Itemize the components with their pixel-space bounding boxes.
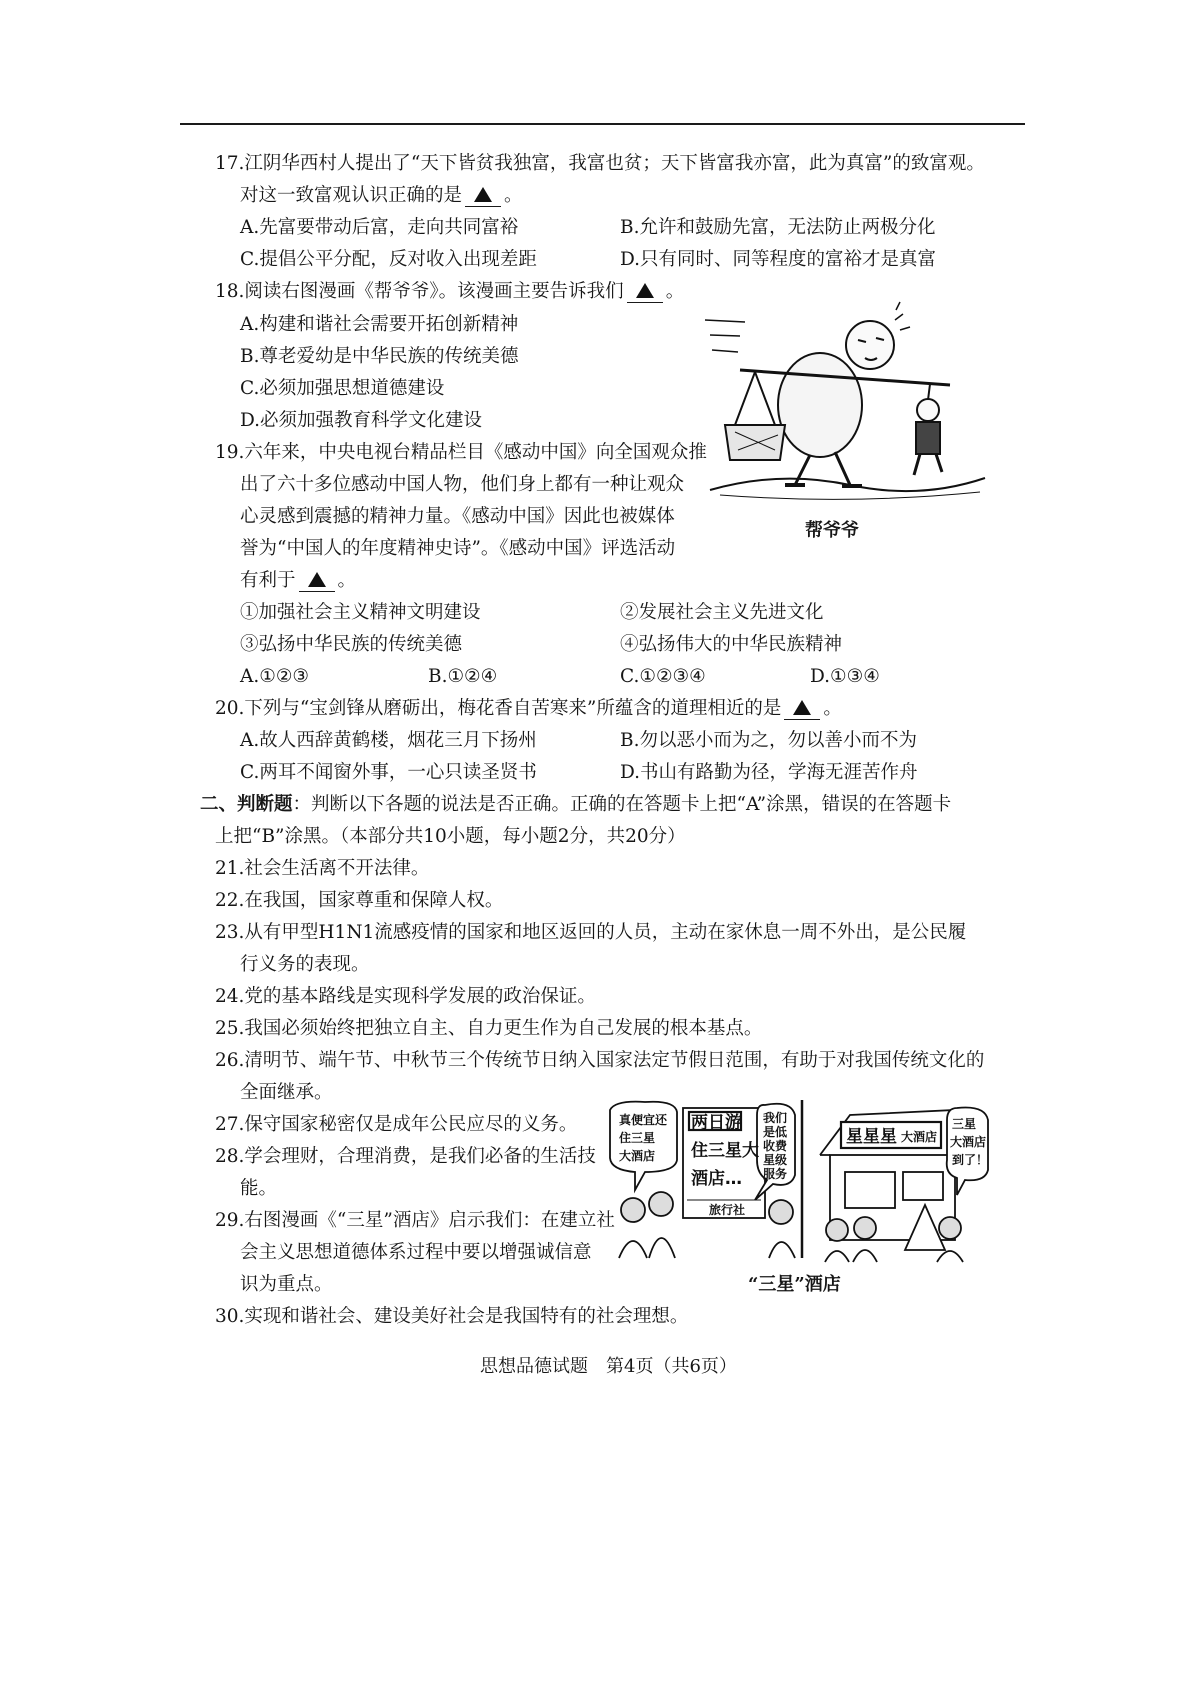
- q23-line2: 行义务的表现。: [240, 954, 370, 975]
- cartoon-text-12: 星星星: [846, 1127, 897, 1147]
- cartoon-text-11: 服务: [763, 1167, 788, 1181]
- q27: 27.保守国家秘密仅是成年公民应尽的义务。: [215, 1114, 578, 1135]
- q30: 30.实现和谐社会、建设美好社会是我国特有的社会理想。: [215, 1306, 689, 1327]
- left-basket: [725, 425, 785, 460]
- figure2-caption: “三星”酒店: [748, 1274, 841, 1295]
- q17-option-a: A.先富要带动后富，走向共同富裕: [240, 217, 519, 238]
- q29-line2: 会主义思想道德体系过程中要以增强诚信意: [240, 1242, 592, 1263]
- section2-heading: 二、判断题: [200, 794, 293, 815]
- q18-option-a: A.构建和谐社会需要开拓创新精神: [240, 314, 519, 335]
- q19-option-a: A.①②③: [240, 666, 309, 687]
- q28-line1: 28.学会理财，合理消费，是我们必备的生活技: [215, 1146, 596, 1167]
- q19-stem-line5: 有利于 。: [240, 570, 357, 591]
- cartoon-text-10: 星级: [763, 1153, 788, 1167]
- cartoon-text-3: 两日游: [691, 1113, 742, 1133]
- cartoon-text-2: 大酒店: [619, 1149, 656, 1163]
- q19-option-c: C.①②③④: [620, 666, 706, 687]
- q17-option-d: D.只有同时、同等程度的富裕才是真富: [620, 249, 937, 270]
- tourist-head: [649, 1192, 673, 1216]
- section2-instructions-line2: 上把“B”涂黑。（本部分共10小题，每小题2分，共20分）: [215, 826, 686, 847]
- q19-item-4: ④弘扬伟大的中华民族精神: [620, 634, 843, 655]
- tourist-head: [826, 1219, 848, 1241]
- cartoon-text-1: 住三星: [619, 1131, 656, 1145]
- cartoon-text-4: 住三星大: [691, 1141, 759, 1161]
- q19-option-b: B.①②④: [428, 666, 498, 687]
- section2-instructions-line1: 二、判断题：判断以下各题的说法是否正确。正确的在答题卡上把“A”涂黑，错误的在答题卡: [200, 794, 952, 815]
- cartoon-text-9: 收费: [763, 1139, 788, 1153]
- q17-option-b: B.允许和鼓励先富，无法防止两极分化: [620, 217, 936, 238]
- answer-blank[interactable]: [784, 700, 820, 720]
- figure1-caption: 帮爷爷: [805, 520, 859, 541]
- q19-option-d: D.①③④: [810, 666, 880, 687]
- q19-stem-line2: 出了六十多位感动中国人物，他们身上都有一种让观众: [240, 474, 685, 495]
- q20-option-b: B.勿以恶小而为之，勿以善小而不为: [620, 730, 917, 751]
- q19-item-2: ②发展社会主义先进文化: [620, 602, 824, 623]
- q17-option-c: C.提倡公平分配，反对收入出现差距: [240, 249, 537, 270]
- triangle-icon: [636, 283, 654, 298]
- answer-blank[interactable]: [627, 283, 663, 303]
- q18-stem: 18.阅读右图漫画《帮爷爷》。该漫画主要告诉我们 。: [215, 281, 685, 302]
- q19-stem-line1: 19.六年来，中央电视台精品栏目《感动中国》向全国观众推: [215, 442, 707, 463]
- q17-stem-line1: 17.江阴华西村人提出了“天下皆贫我独富，我富也贫；天下皆富我亦富，此为真富”的致富观。: [215, 153, 985, 174]
- cartoon-text-13: 大酒店: [901, 1130, 938, 1144]
- q19-stem-line3: 心灵感到震撼的精神力量。《感动中国》因此也被媒体: [240, 506, 675, 527]
- q26-line1: 26.清明节、端午节、中秋节三个传统节日纳入国家法定节假日范围，有助于对我国传统文化的: [215, 1050, 985, 1071]
- tourist-head: [621, 1198, 645, 1222]
- tourist-head: [939, 1217, 961, 1239]
- child-body: [916, 422, 940, 454]
- tourist-head: [854, 1217, 876, 1239]
- cartoon-text-0: 真便宜还: [619, 1113, 668, 1127]
- q20-stem: 20.下列与“宝剑锋从磨砺出，梅花香自苦寒来”所蕴含的道理相近的是 。: [215, 698, 842, 719]
- q19-item-1: ①加强社会主义精神文明建设: [240, 602, 481, 623]
- cartoon-text-16: 到了！: [952, 1153, 989, 1167]
- q21: 21.社会生活离不开法律。: [215, 858, 430, 879]
- answer-blank[interactable]: [465, 187, 501, 207]
- triangle-icon: [793, 700, 811, 715]
- grandpa-head: [846, 321, 894, 369]
- q20-option-d: D.书山有路勤为径，学海无涯苦作舟: [620, 762, 918, 783]
- tourist-head: [769, 1200, 793, 1224]
- cartoon-text-15: 大酒店: [950, 1135, 987, 1149]
- q17-stem-text: 对这一致富观认识正确的是: [240, 185, 463, 206]
- q19-stem-line4: 誉为“中国人的年度精神史诗”。《感动中国》评选活动: [240, 538, 676, 559]
- cartoon-text-5: 酒店…: [691, 1169, 742, 1189]
- q28-line2: 能。: [240, 1178, 278, 1199]
- q18-option-b: B.尊老爱幼是中华民族的传统美德: [240, 346, 519, 367]
- cartoon-three-star-hotel: [605, 1100, 990, 1265]
- q25: 25.我国必须始终把独立自主、自力更生作为自己发展的根本基点。: [215, 1018, 763, 1039]
- q18-option-c: C.必须加强思想道德建设: [240, 378, 445, 399]
- child-head: [917, 399, 939, 421]
- q17-stem-line2: 对这一致富观认识正确的是 。: [240, 185, 523, 206]
- grandpa-body: [778, 353, 862, 457]
- q18-option-d: D.必须加强教育科学文化建设: [240, 410, 483, 431]
- cartoon-text-8: 是低: [763, 1125, 788, 1139]
- cartoon-text-14: 三星: [952, 1117, 977, 1131]
- triangle-icon: [308, 572, 326, 587]
- q26-line2: 全面继承。: [240, 1082, 333, 1103]
- cartoon-help-grandpa: [700, 300, 990, 515]
- q19-item-3: ③弘扬中华民族的传统美德: [240, 634, 463, 655]
- q24: 24.党的基本路线是实现科学发展的政治保证。: [215, 986, 596, 1007]
- answer-blank[interactable]: [299, 572, 335, 592]
- page-footer: 思想品德试题 第4页（共6页）: [480, 1356, 737, 1377]
- top-rule: [180, 123, 1025, 125]
- triangle-icon: [474, 187, 492, 202]
- q22: 22.在我国，国家尊重和保障人权。: [215, 890, 504, 911]
- cartoon-text-7: 我们: [763, 1111, 788, 1125]
- q23-line1: 23.从有甲型H1N1流感疫情的国家和地区返回的人员，主动在家休息一周不外出，是公民履: [215, 922, 967, 943]
- q29-line3: 识为重点。: [240, 1274, 333, 1295]
- q29-line1: 29.右图漫画《“三星”酒店》启示我们：在建立社: [215, 1210, 615, 1231]
- q20-option-a: A.故人西辞黄鹤楼，烟花三月下扬州: [240, 730, 537, 751]
- q20-option-c: C.两耳不闻窗外事，一心只读圣贤书: [240, 762, 537, 783]
- cartoon-text-6: 旅行社: [709, 1203, 746, 1217]
